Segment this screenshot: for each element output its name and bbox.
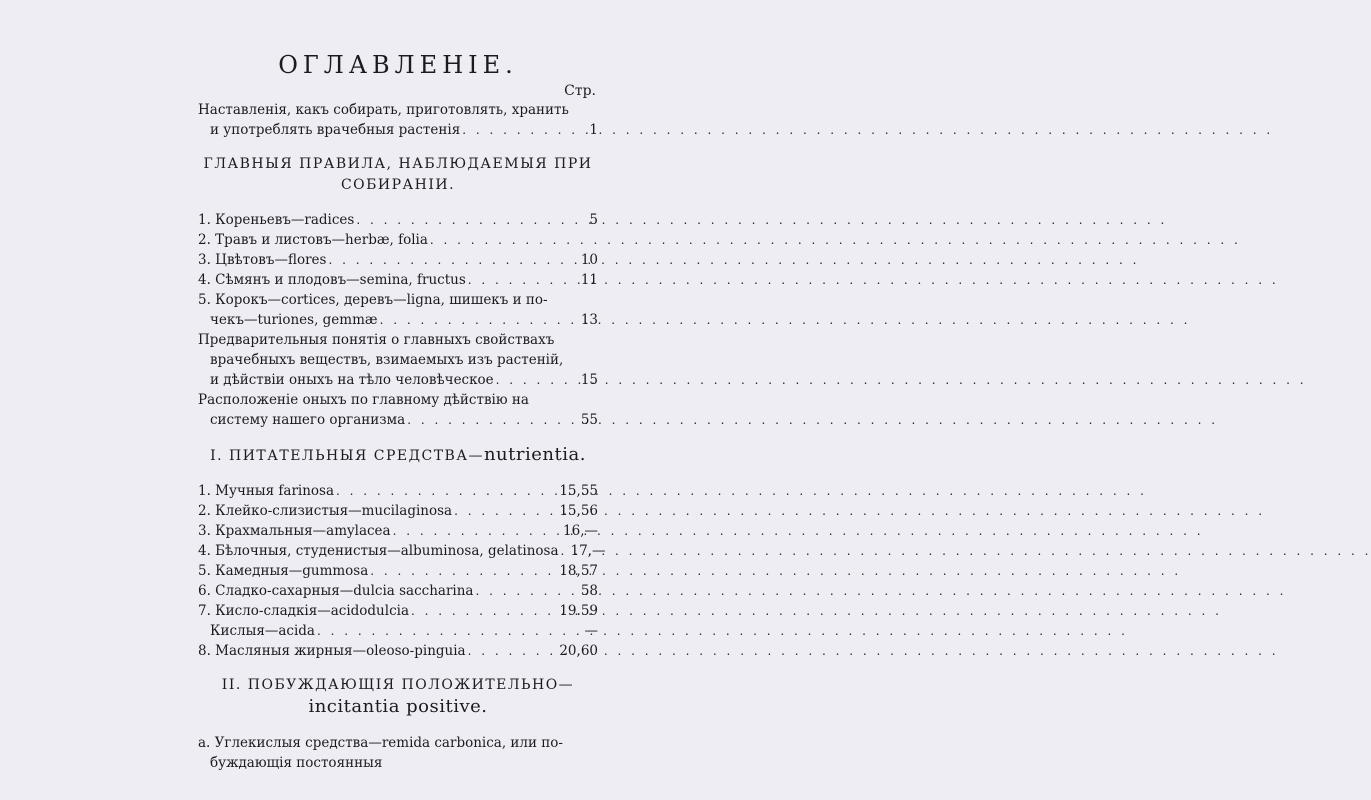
section-heading-nutrientia — [198, 444, 598, 467]
table-of-contents — [198, 48, 606, 773]
entry-page: 20,60 — [559, 643, 598, 659]
leader-dots — [334, 481, 557, 501]
leader-dots — [428, 230, 596, 250]
heading-prefix: I. ПИТАТЕЛЬНЫЯ СРЕДСТВА— — [210, 448, 484, 464]
gap — [198, 196, 598, 210]
gap — [198, 467, 598, 481]
toc-entry — [198, 250, 598, 270]
entry-page: 15,56 — [559, 503, 598, 519]
toc-entry — [198, 270, 598, 290]
leader-dots — [466, 641, 558, 661]
page-column-label: Стр. — [564, 83, 596, 99]
leader-dots — [473, 581, 578, 601]
entry-text: 4. Бѣлочныя, студенистыя—albuminosa, gelatinosa — [198, 543, 559, 559]
leader-dots — [315, 621, 583, 641]
entry-page: 15 — [580, 372, 598, 388]
entry-page: 5 — [589, 212, 598, 228]
entry-page: 13 — [580, 312, 598, 328]
leader-dots — [559, 541, 569, 561]
entry-text: 4. Сѣмянъ и плодовъ—semina, fructus — [198, 272, 466, 288]
heading-latin: incitantia positive. — [308, 696, 488, 717]
toc-entry — [198, 310, 598, 330]
toc-entry — [198, 210, 598, 230]
leader-dots — [494, 370, 579, 390]
leader-dots — [452, 501, 557, 521]
toc-entry — [198, 521, 598, 541]
entry-text: Кислыя—acida — [210, 623, 315, 639]
entry-text: 5. Камедныя—gummosa — [198, 563, 369, 579]
prelim-line-3: и дѣйствіи оныхъ на тѣло человѣческое — [210, 372, 494, 388]
entry-page: — — [584, 623, 598, 639]
entry-page: 17,— — [570, 543, 606, 559]
toc-entry — [198, 230, 598, 250]
leader-dots — [391, 521, 561, 541]
gap — [198, 661, 598, 675]
arrangement-line-1: Расположеніе оныхъ по главному дѣйствію на — [198, 392, 529, 408]
heading-latin: nutrientia. — [483, 444, 586, 465]
entry-text: 6. Сладко-сахарныя—dulcia saccharina — [198, 583, 474, 599]
page-title: ОГЛАВЛЕНІЕ. — [278, 51, 518, 79]
toc-entry — [198, 641, 598, 661]
toc-entry — [198, 601, 598, 621]
intro-line-2: и употреблять врачебныя растенія — [210, 122, 461, 138]
entry-a-line-1: а. Углекислыя средства—remida carbonica, или по- — [198, 735, 563, 751]
toc-entry — [198, 621, 598, 641]
entry-text: 1. Кореньевъ—radices — [198, 212, 355, 228]
section-heading-rules-2: СОБИРАНІИ. — [340, 177, 456, 193]
gap — [198, 140, 598, 154]
section-heading-incitantia-1: II. ПОБУЖДАЮЩІЯ ПОЛОЖИТЕЛЬНО— — [221, 677, 575, 693]
toc-entry — [198, 481, 598, 501]
entry-page: 55 — [580, 412, 598, 428]
entry-5-line-2: чекъ—turiones, gemmæ — [210, 312, 378, 328]
section-heading-rules-1: ГЛАВНЫЯ ПРАВИЛА, НАБЛЮДАЕМЫЯ ПРИ — [203, 156, 593, 172]
prelim-line-1: Предварительныя понятія о главныхъ свойствахъ — [198, 332, 555, 348]
intro-entry — [198, 120, 598, 140]
entry-text: 2. Клейко-слизистыя—mucilaginosa — [198, 503, 453, 519]
prelim-line-2: врачебныхъ веществъ, взимаемыхъ изъ растеній, — [210, 352, 564, 368]
gap — [198, 430, 598, 444]
entry-text: 3. Крахмальныя—amylacea — [198, 523, 391, 539]
toc-entry — [198, 501, 598, 521]
entry-text: 8. Масляныя жирныя—oleoso-pinguia — [198, 643, 466, 659]
entry-page: 10 — [580, 252, 598, 268]
entry-a-line-2: буждающія постоянныя — [210, 755, 383, 771]
entry-page: 11 — [580, 272, 598, 288]
leader-dots — [466, 270, 579, 290]
entry-text: 7. Кисло-сладкія—acidodulcia — [198, 603, 409, 619]
intro-page: 1 — [589, 122, 598, 138]
toc-entry — [198, 370, 598, 390]
entry-text: 3. Цвѣтовъ—flores — [198, 252, 327, 268]
toc-entry — [198, 561, 598, 581]
entry-text: 1. Мучныя farinosa — [198, 483, 335, 499]
leader-dots — [326, 250, 578, 270]
entry-5-line-1: 5. Корокъ—cortices, деревъ—ligna, шишекъ и по- — [198, 292, 548, 308]
leader-dots — [460, 120, 587, 140]
intro-line-1: Наставленія, какъ собирать, приготовлять, хранить — [198, 102, 569, 118]
toc-entry — [198, 541, 606, 561]
entry-page: 15,55 — [559, 483, 598, 499]
gap — [198, 719, 598, 733]
entry-page: 19.59 — [559, 603, 598, 619]
entry-page: 18,57 — [559, 563, 598, 579]
entry-text: 2. Травъ и листовъ—herbæ, folia — [198, 232, 428, 248]
arrangement-line-2: систему нашего организма — [210, 412, 406, 428]
leader-dots — [368, 561, 557, 581]
leader-dots — [405, 410, 579, 430]
toc-entry — [198, 410, 598, 430]
toc-entry — [198, 581, 598, 601]
leader-dots — [378, 310, 579, 330]
leader-dots — [354, 210, 587, 230]
leader-dots — [409, 601, 557, 621]
section-heading-incitantia-2 — [198, 696, 598, 719]
entry-page: 58 — [580, 583, 598, 599]
entry-page: 16,— — [563, 523, 598, 539]
